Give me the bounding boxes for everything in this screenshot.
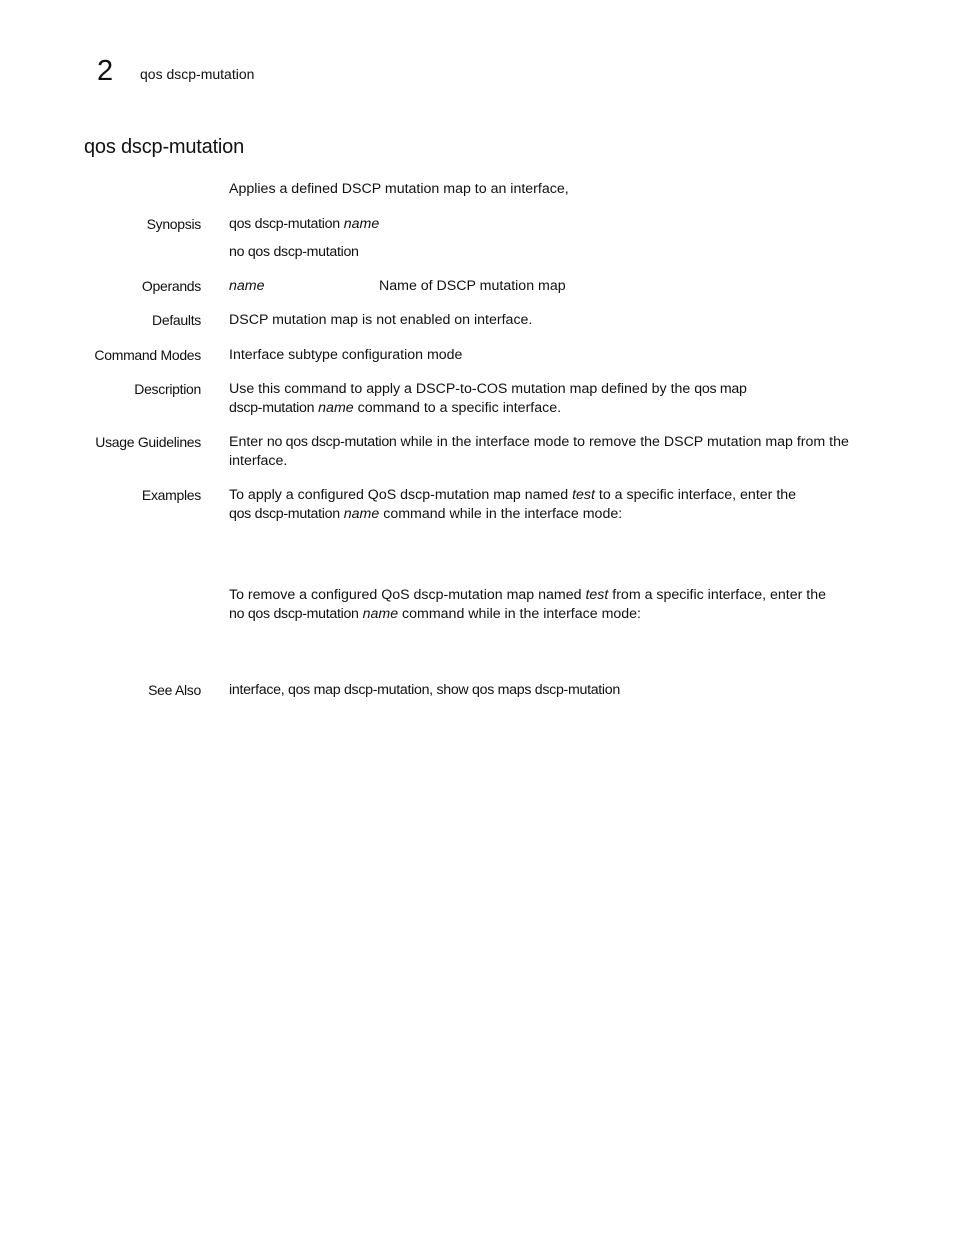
example-1-text [229,486,869,524]
usage-guidelines-text [229,433,869,471]
example-1-arg: name [343,506,380,522]
usage-guidelines-label: Usage Guidelines [95,434,201,450]
description-part: Use this command to apply a DSCP-to-COS mutation map defined by the [229,381,695,397]
defaults-text: DSCP mutation map is not enabled on interface. [229,312,533,328]
example-1-map-name: test [572,487,595,503]
example-2-part-end: command while in the interface mode: [398,606,641,622]
examples-label: Examples [141,487,201,503]
command-modes-label: Command Modes [94,347,201,363]
see-also-links[interactable]: interface, qos map dscp-mutation, show qos maps dscp-mutation [229,682,620,698]
example-2-map-name: test [585,587,609,603]
synopsis-line-1 [229,215,869,234]
example-2-part: To remove a configured QoS dscp-mutation map named [229,587,586,603]
operands-label: Operands [141,278,201,294]
chapter-number: 2 [97,55,114,87]
description-text [229,380,869,418]
operand-description: Name of DSCP mutation map [379,278,566,294]
usage-part-end: while in the interface mode to remove the DSCP mutation map from the interface. [229,434,849,469]
operand-name: name [229,278,265,294]
example-2-text [229,586,869,624]
synopsis-label: Synopsis [146,216,201,232]
command-modes-text: Interface subtype configuration mode [229,347,463,363]
usage-command: no qos dscp-mutation [266,434,397,450]
description-command: qos map [694,381,747,397]
example-2-command: no qos dscp-mutation [229,606,359,622]
synopsis-arg: name [343,216,380,232]
see-also-label: See Also [148,682,201,698]
page-title: qos dscp-mutation [84,136,245,158]
example-1-command: qos dscp-mutation [229,506,340,522]
description-command-cont: dscp-mutation [229,400,315,416]
description-arg: name [318,400,354,416]
example-2-arg: name [362,606,399,622]
description-label: Description [134,381,201,397]
example-1-part-end: command while in the interface mode: [379,506,623,522]
synopsis-line-2: no qos dscp-mutation [229,244,359,260]
intro-text: Applies a defined DSCP mutation map to an interface, [229,181,569,197]
example-2-part-2: from a specific interface, enter the [608,587,826,603]
synopsis-command: qos dscp-mutation [229,216,340,232]
example-1-part: To apply a configured QoS dscp-mutation map named [229,487,573,503]
description-part-end: command to a specific interface. [353,400,562,416]
usage-part: Enter [229,434,267,450]
example-1-part-2: to a specific interface, enter the [594,487,797,503]
running-head: qos dscp-mutation [140,66,255,82]
defaults-label: Defaults [152,312,201,328]
